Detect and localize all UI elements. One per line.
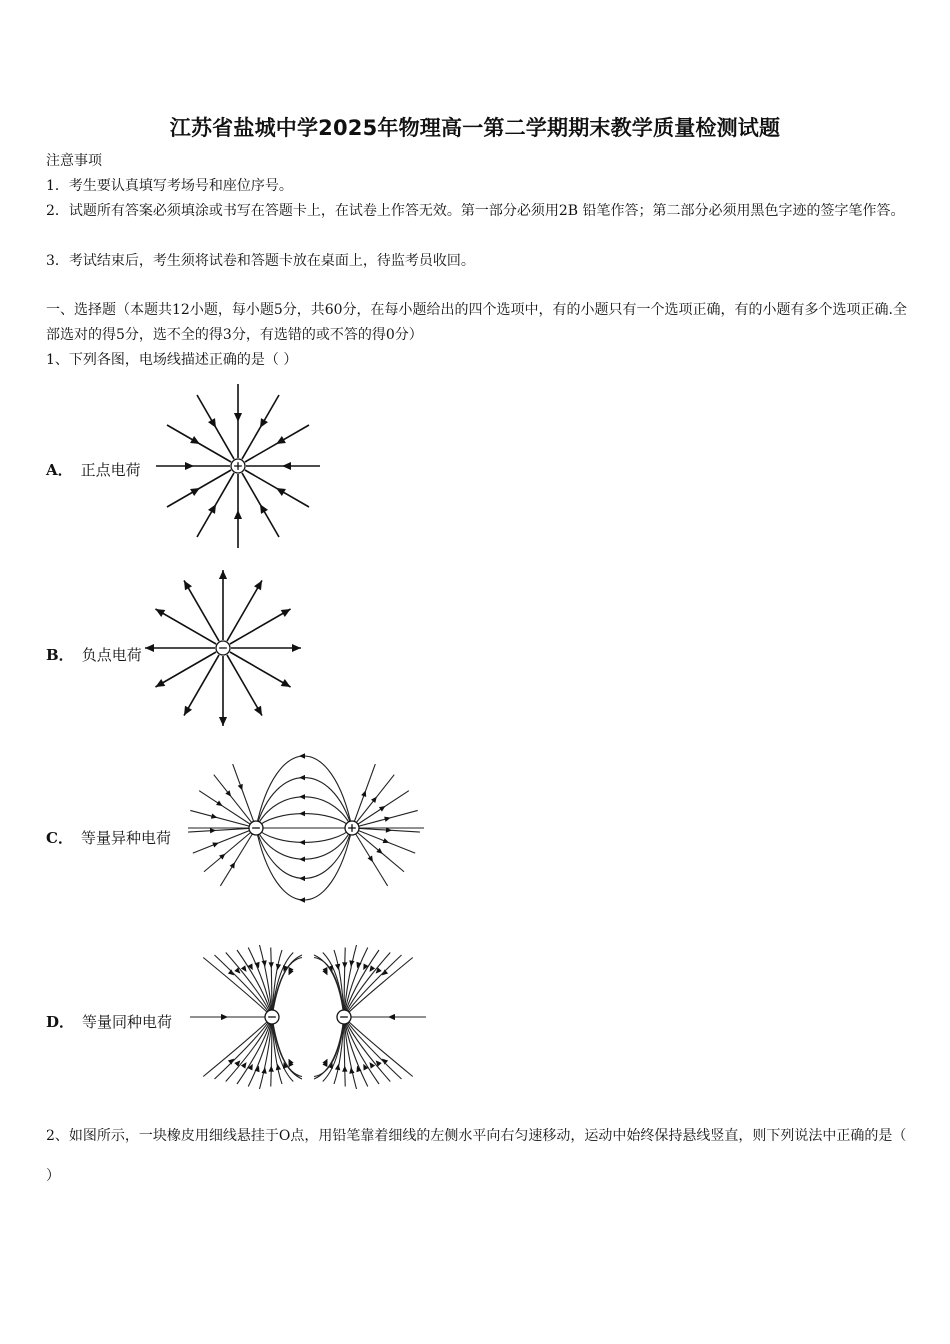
field-line-arrow bbox=[234, 510, 242, 519]
field-line-arrow bbox=[368, 856, 373, 863]
field-line-arrow bbox=[299, 840, 305, 845]
section-intro: 一、选择题（本题共12小题，每小题5分，共60分，在每小题给出的四个选项中，有的小题只有一个选项正确，有的小题有多个选项正确.全部选对的得5分，选不全的得3分，有选错的或不答的得0分） bbox=[46, 302, 907, 343]
option-c-letter: C． bbox=[46, 829, 73, 847]
field-line bbox=[344, 955, 402, 1017]
field-line-arrow bbox=[299, 897, 305, 902]
field-line-arrow bbox=[342, 962, 347, 968]
field-line-arrow bbox=[269, 962, 274, 968]
field-line bbox=[215, 1017, 273, 1079]
option-a[interactable] bbox=[46, 459, 141, 480]
field-line-arrow bbox=[335, 1064, 340, 1070]
field-line-arrow bbox=[379, 806, 385, 812]
notice-item-1: 1．考生要认真填写考场号和座位序号。 bbox=[46, 178, 293, 194]
field-line bbox=[227, 655, 262, 716]
field-line-arrow bbox=[219, 570, 227, 579]
field-line bbox=[256, 756, 352, 828]
positive-charge-field-figure bbox=[148, 382, 328, 552]
field-line bbox=[233, 764, 256, 828]
notice-item-3: 3．考试结束后，考生须将试卷和答题卡放在桌面上，待监考员收回。 bbox=[46, 253, 475, 269]
question-2-stem: 2、如图所示，一块橡皮用细线悬挂于O点，用铅笔靠着细线的左侧水平向右匀速移动，运动中始终保持悬线竖直，则下列说法中正确的是（ ） bbox=[46, 1128, 907, 1184]
field-line-arrow bbox=[282, 462, 291, 470]
option-b-letter: B． bbox=[46, 646, 74, 664]
option-d-letter: D． bbox=[46, 1013, 75, 1031]
field-line bbox=[352, 775, 394, 828]
field-line-arrow bbox=[219, 717, 227, 726]
page-title: 江苏省盐城中学2025年物理高一第二学期期末教学质量检测试题 bbox=[169, 116, 781, 140]
field-line bbox=[230, 652, 291, 687]
option-b-label: 负点电荷 bbox=[81, 646, 142, 664]
field-line bbox=[188, 828, 256, 832]
option-d[interactable] bbox=[46, 1011, 172, 1032]
field-line-arrow bbox=[269, 1066, 274, 1072]
negative-charge-field-figure bbox=[138, 566, 308, 736]
field-line-arrow bbox=[299, 794, 305, 799]
field-line bbox=[215, 955, 273, 1017]
field-line bbox=[184, 580, 219, 641]
field-line bbox=[199, 791, 256, 828]
field-line-arrow bbox=[238, 784, 243, 791]
field-line-arrow bbox=[216, 801, 222, 807]
field-line-arrow bbox=[221, 1014, 228, 1020]
field-line bbox=[155, 609, 216, 644]
field-line-arrow bbox=[145, 644, 154, 652]
field-line-arrow bbox=[276, 1064, 281, 1070]
field-line bbox=[352, 791, 409, 828]
option-d-label: 等量同种电荷 bbox=[82, 1013, 173, 1031]
field-line bbox=[214, 775, 256, 828]
field-line-arrow bbox=[335, 964, 340, 970]
field-line-arrow bbox=[292, 644, 301, 652]
option-c[interactable] bbox=[46, 827, 171, 848]
field-line bbox=[220, 828, 256, 886]
field-line bbox=[184, 655, 219, 716]
option-a-letter: A． bbox=[46, 461, 73, 479]
field-line-arrow bbox=[230, 862, 235, 869]
notice-item-2: 2．试题所有答案必须填涂或书写在答题卡上，在试卷上作答无效。第一部分必须用2B 铅笔作答；第二部分必须用黑色字迹的签字笔作答。 bbox=[46, 203, 905, 219]
field-line bbox=[344, 1017, 402, 1079]
field-line-arrow bbox=[342, 1066, 347, 1072]
field-line bbox=[155, 652, 216, 687]
field-line bbox=[227, 580, 262, 641]
field-line-arrow bbox=[185, 462, 194, 470]
field-line bbox=[204, 828, 256, 872]
field-line-arrow bbox=[361, 790, 366, 797]
notice-heading: 注意事项 bbox=[46, 153, 102, 169]
field-line bbox=[352, 810, 418, 828]
like-charges-field-figure bbox=[188, 935, 428, 1095]
option-c-label: 等量异种电荷 bbox=[80, 829, 171, 847]
field-line-arrow bbox=[388, 1014, 395, 1020]
field-line-arrow bbox=[299, 857, 305, 862]
question-1-stem: 1、下列各图，电场线描述正确的是（ ） bbox=[46, 352, 298, 368]
field-line-arrow bbox=[234, 413, 242, 422]
field-line bbox=[256, 828, 352, 900]
field-line-arrow bbox=[299, 775, 305, 780]
field-line-arrow bbox=[299, 811, 305, 816]
option-a-label: 正点电荷 bbox=[80, 461, 141, 479]
option-b[interactable] bbox=[46, 644, 142, 665]
field-line-arrow bbox=[276, 964, 281, 970]
opposite-charges-field-figure bbox=[186, 758, 426, 898]
field-line bbox=[190, 810, 256, 828]
field-line bbox=[352, 764, 375, 828]
field-line bbox=[352, 828, 404, 872]
field-line-arrow bbox=[299, 876, 305, 881]
field-line-arrow bbox=[210, 828, 216, 833]
field-line bbox=[230, 609, 291, 644]
field-line bbox=[193, 828, 256, 853]
field-line-arrow bbox=[299, 753, 305, 758]
